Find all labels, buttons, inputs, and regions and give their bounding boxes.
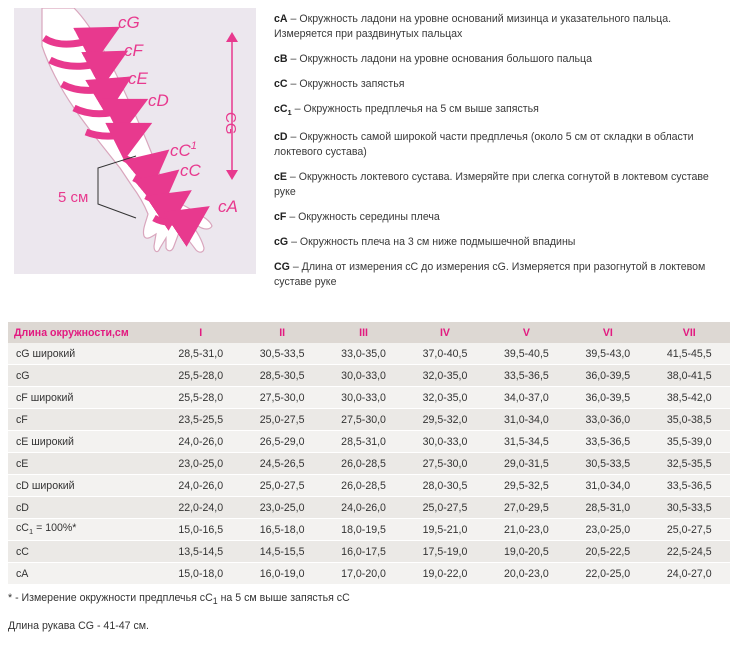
label-cC1 <box>170 140 197 160</box>
table-row <box>8 541 730 563</box>
table-cell: 30,5-33,5 <box>241 343 322 365</box>
table-cell: 36,0-39,5 <box>567 387 648 409</box>
table-cell: 19,0-20,5 <box>486 541 567 563</box>
legend-code: cD <box>274 131 288 144</box>
table-cell: 16,5-18,0 <box>241 519 322 541</box>
table-cell: 32,0-35,0 <box>404 365 485 387</box>
table-cell: 34,0-37,0 <box>486 387 567 409</box>
table-cell: 23,0-25,0 <box>241 497 322 519</box>
table-cell: 21,0-23,0 <box>486 519 567 541</box>
table-cell: 39,5-40,5 <box>486 343 567 365</box>
legend-item-cE <box>274 170 726 200</box>
table-cell: 28,5-31,0 <box>567 497 648 519</box>
table-cell: 35,0-38,5 <box>649 409 730 431</box>
legend-code: cG <box>274 236 289 249</box>
legend-code: cB <box>274 53 288 65</box>
table-cell: 41,5-45,5 <box>649 343 730 365</box>
table-cell: 28,5-31,0 <box>323 431 404 453</box>
row-label: cF <box>8 409 160 431</box>
table-cell: 25,5-28,0 <box>160 365 241 387</box>
footnote-sub: 1 <box>212 596 218 607</box>
table-cell: 35,5-39,0 <box>649 431 730 453</box>
label-cG: cG <box>118 13 140 32</box>
row-label: cG <box>8 365 160 387</box>
table-cell: 14,5-15,5 <box>241 541 322 563</box>
table-cell: 24,0-26,0 <box>160 431 241 453</box>
row-label: cE широкий <box>8 431 160 453</box>
table-cell: 38,5-42,0 <box>649 387 730 409</box>
table-cell: 28,5-31,0 <box>160 343 241 365</box>
label-cD: cD <box>148 91 169 110</box>
table-cell: 32,5-35,5 <box>649 453 730 475</box>
table-cell: 25,5-28,0 <box>160 387 241 409</box>
table-cell: 29,5-32,5 <box>486 475 567 497</box>
footnote: * - Измерение окружности предплечья $cC_1$ на 5 см выше запястья cC <box>8 592 350 607</box>
legend-code-sub: 1 <box>287 108 292 118</box>
table-cell: 20,0-23,0 <box>486 563 567 585</box>
five-cm-label: 5 см <box>58 189 89 206</box>
table-cell: 22,5-24,5 <box>649 541 730 563</box>
sleeve-length-note: Длина рукава CG - 41-47 см. <box>8 620 149 632</box>
table-cell: 33,5-36,5 <box>649 475 730 497</box>
row-label: cD <box>8 497 160 519</box>
table-cell: 24,5-26,5 <box>241 453 322 475</box>
table-cell: 18,0-19,5 <box>323 519 404 541</box>
table-cell: 17,5-19,0 <box>404 541 485 563</box>
row-label: cE <box>8 453 160 475</box>
table-row <box>8 365 730 387</box>
table-row <box>8 387 730 409</box>
table-cell: 16,0-17,5 <box>323 541 404 563</box>
table-cell: 29,0-31,5 <box>486 453 567 475</box>
legend-text: – Окружность середины плеча <box>286 211 440 224</box>
table-cell: 26,0-28,5 <box>323 475 404 497</box>
column-header: V <box>486 322 567 343</box>
row-label: cD широкий <box>8 475 160 497</box>
table-cell: 33,5-36,5 <box>567 431 648 453</box>
label-cA: cA <box>218 197 238 216</box>
table-cell: 24,0-27,0 <box>649 563 730 585</box>
legend-code: cE <box>274 171 287 184</box>
label-cF: cF <box>124 41 143 60</box>
legend-code: CG <box>274 261 290 274</box>
table-cell: 25,0-27,5 <box>404 497 485 519</box>
column-header: VI <box>567 322 648 343</box>
table-cell: 25,0-27,5 <box>241 409 322 431</box>
column-header: Длина окружности,см <box>8 322 160 343</box>
table-header-row <box>8 322 730 343</box>
table-cell: 38,0-41,5 <box>649 365 730 387</box>
table-row <box>8 475 730 497</box>
legend-text: – Длина от измерения cC до измерения cG. Измеряется при разогнутой в локтевом суставе руке <box>274 261 706 289</box>
column-header: I <box>160 322 241 343</box>
table-cell: 28,5-30,5 <box>241 365 322 387</box>
table-cell: 17,0-20,0 <box>323 563 404 585</box>
measurement-legend <box>274 12 726 300</box>
legend-text: – Окружность плеча на 3 см ниже подмышечной впадины <box>288 236 576 249</box>
table-cell: 31,5-34,5 <box>486 431 567 453</box>
row-label: cG широкий <box>8 343 160 365</box>
table-cell: 24,0-26,0 <box>323 497 404 519</box>
legend-item-cG <box>274 235 726 250</box>
table-cell: 27,0-29,5 <box>486 497 567 519</box>
legend-item-cA <box>274 12 726 42</box>
table-cell: 22,0-25,0 <box>567 563 648 585</box>
table-cell: 24,0-26,0 <box>160 475 241 497</box>
column-header: VII <box>649 322 730 343</box>
legend-item-cF <box>274 210 726 225</box>
table-cell: 33,0-35,0 <box>323 343 404 365</box>
table-cell: 23,5-25,5 <box>160 409 241 431</box>
table-row <box>8 453 730 475</box>
table-row <box>8 519 730 541</box>
table-cell: 26,0-28,5 <box>323 453 404 475</box>
row-label: cC <box>8 541 160 563</box>
column-header: II <box>241 322 322 343</box>
arm-diagram-svg <box>14 8 256 274</box>
table-cell: 27,5-30,0 <box>323 409 404 431</box>
table-cell: 15,0-16,5 <box>160 519 241 541</box>
legend-text: – Окружность предплечья на 5 см выше запястья <box>291 103 539 115</box>
column-header: IV <box>404 322 485 343</box>
table-cell: 31,0-34,0 <box>567 475 648 497</box>
legend-code: $cC_1$ <box>274 103 292 118</box>
label-cC1-sub: 1 <box>190 140 197 152</box>
table-cell: 30,0-33,0 <box>323 387 404 409</box>
table-cell: 25,0-27,5 <box>649 519 730 541</box>
table-cell: 25,0-27,5 <box>241 475 322 497</box>
legend-item-cD <box>274 130 726 160</box>
table-cell: 15,0-18,0 <box>160 563 241 585</box>
row-label: $cC_1 = 100\%*$ <box>8 519 160 541</box>
legend-item-cC1 <box>274 102 726 120</box>
cg-dimension-line <box>226 32 238 180</box>
table-row <box>8 497 730 519</box>
legend-text: – Окружность самой широкой части предплечья (около 5 см от складки в области локтевого сустава) <box>274 131 694 159</box>
table-row <box>8 409 730 431</box>
legend-text: – Окружность локтевого сустава. Измеряйте при слегка согнутой в локтевом суставе руке <box>274 171 709 199</box>
table-cell: 19,0-22,0 <box>404 563 485 585</box>
table-cell: 27,5-30,0 <box>241 387 322 409</box>
table-cell: 30,5-33,5 <box>567 453 648 475</box>
legend-text: – Окружность ладони на уровне основания большого пальца <box>287 53 592 65</box>
table-cell: 23,0-25,0 <box>567 519 648 541</box>
legend-text: – Окружность ладони на уровне оснований мизинца и указательного пальца. Измеряется при раздвинутых пальцах <box>274 13 672 40</box>
table-cell: 16,0-19,0 <box>241 563 322 585</box>
table-row <box>8 343 730 365</box>
table-row <box>8 563 730 585</box>
table-cell: 32,0-35,0 <box>404 387 485 409</box>
legend-code: cC <box>274 78 288 90</box>
row-label: cA <box>8 563 160 585</box>
table-cell: 30,5-33,5 <box>649 497 730 519</box>
table-cell: 33,5-36,5 <box>486 365 567 387</box>
table-cell: 30,0-33,0 <box>323 365 404 387</box>
table-cell: 20,5-22,5 <box>567 541 648 563</box>
table-cell: 13,5-14,5 <box>160 541 241 563</box>
label-cC: cC <box>180 161 201 180</box>
arm-measurement-illustration <box>14 8 256 274</box>
table-cell: 28,0-30,5 <box>404 475 485 497</box>
cg-dimension-label: CG <box>222 112 239 135</box>
legend-item-CG <box>274 260 726 290</box>
table-cell: 36,0-39,5 <box>567 365 648 387</box>
table-cell: 19,5-21,0 <box>404 519 485 541</box>
legend-item-cB <box>274 52 726 67</box>
table-cell: 30,0-33,0 <box>404 431 485 453</box>
table-cell: 37,0-40,5 <box>404 343 485 365</box>
table-cell: 27,5-30,0 <box>404 453 485 475</box>
legend-text: – Окружность запястья <box>287 78 405 90</box>
table-cell: 33,0-36,0 <box>567 409 648 431</box>
label-cE: cE <box>128 69 148 88</box>
table-cell: 23,0-25,0 <box>160 453 241 475</box>
table-cell: 26,5-29,0 <box>241 431 322 453</box>
table-cell: 31,0-34,0 <box>486 409 567 431</box>
table-row <box>8 431 730 453</box>
row-label: cF широкий <box>8 387 160 409</box>
table-cell: 22,0-24,0 <box>160 497 241 519</box>
legend-item-cC <box>274 77 726 92</box>
table-cell: 29,5-32,0 <box>404 409 485 431</box>
legend-code: cF <box>274 211 287 224</box>
label-cC1-main: cC <box>170 141 191 160</box>
column-header: III <box>323 322 404 343</box>
size-table <box>8 322 730 585</box>
table-cell: 39,5-43,0 <box>567 343 648 365</box>
legend-code: cA <box>274 13 288 25</box>
